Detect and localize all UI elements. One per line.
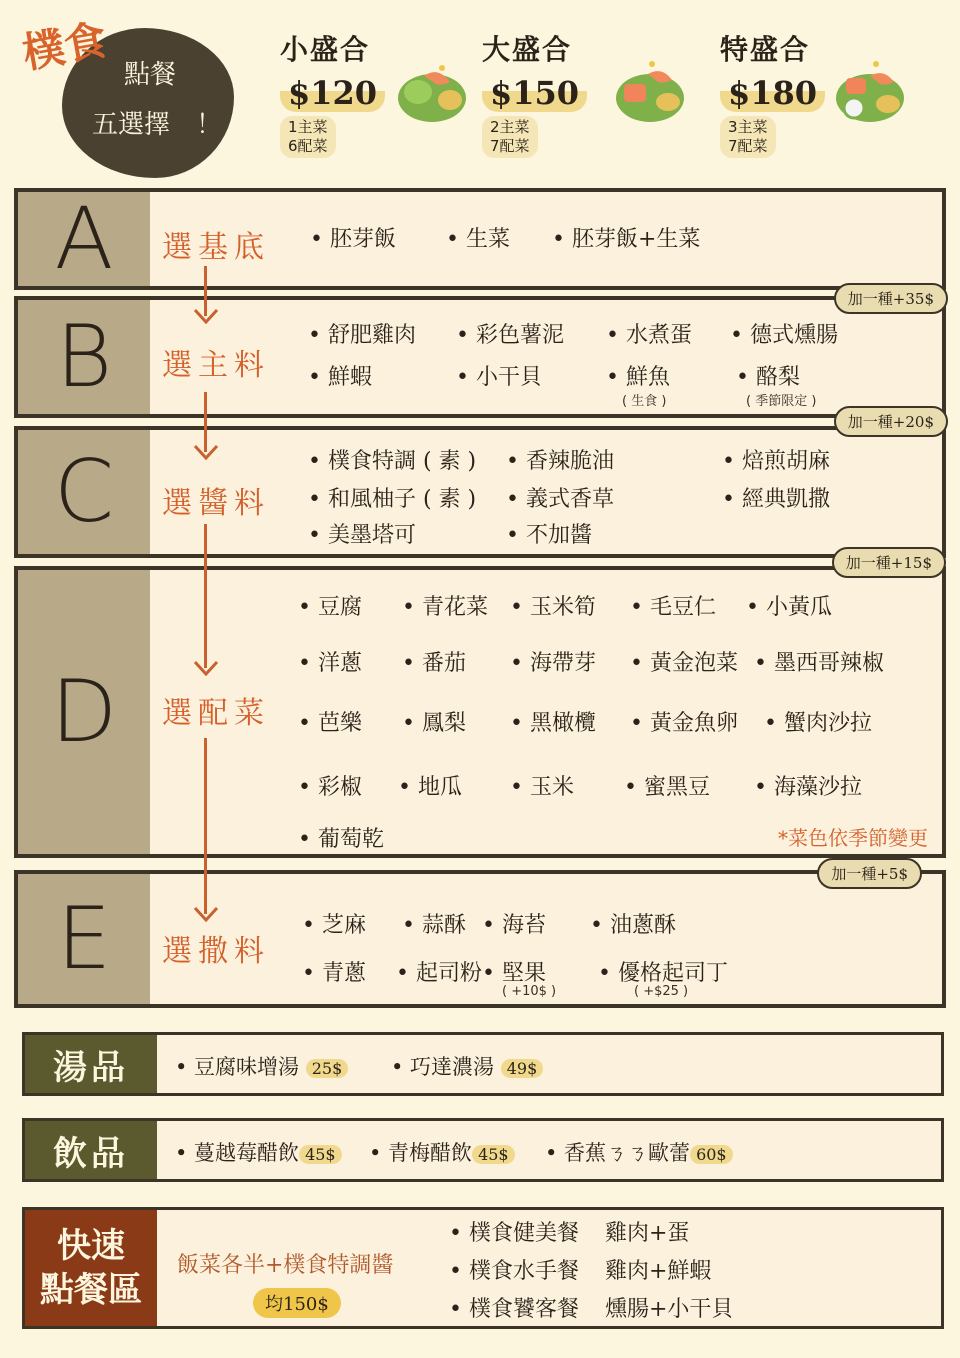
menu-option[interactable]: • 彩色薯泥 (456, 323, 564, 348)
drink-name: • 香蕉ㄋㄋ歐蕾 (545, 1141, 691, 1165)
quick-order-description: 飯菜各半+樸食特調醬 (177, 1253, 394, 1278)
quick-combo-item[interactable] (449, 1292, 733, 1323)
salad-bowl-icon (832, 58, 908, 124)
arrow-down-icon (193, 444, 219, 460)
menu-option[interactable]: • 堅果 (482, 961, 546, 986)
drink-item[interactable] (545, 1137, 733, 1167)
section-letter: E (18, 874, 150, 1004)
menu-option[interactable]: • 地瓜 (398, 775, 462, 800)
menu-option[interactable]: • 玉米筍 (510, 595, 596, 620)
menu-option[interactable]: • 青花菜 (402, 595, 488, 620)
menu-option[interactable]: • 芝麻 (302, 913, 366, 938)
menu-option[interactable]: • 不加醬 (506, 523, 592, 548)
brand-title: 樸食 (18, 15, 111, 78)
addon-price-badge: 加一種+15$ (832, 547, 946, 578)
menu-option[interactable]: • 青蔥 (302, 961, 366, 986)
menu-option[interactable]: • 毛豆仁 (630, 595, 716, 620)
menu-option[interactable]: • 番茄 (402, 651, 466, 676)
salad-bowl-icon (394, 58, 470, 124)
addon-price-badge: 加一種+35$ (834, 283, 948, 314)
menu-option[interactable]: • 黃金泡菜 (630, 651, 738, 676)
soup-bar (22, 1032, 944, 1096)
size-note-main: 1主菜 (288, 118, 328, 136)
menu-option[interactable]: • 起司粉 (396, 961, 482, 986)
size-price: $180 (720, 74, 825, 112)
brand-exclamation: ！ (196, 110, 223, 140)
combo-name: • 樸食健美餐 (449, 1221, 579, 1246)
section-letter: B (18, 300, 150, 414)
arrow-down-icon (193, 308, 219, 324)
menu-option[interactable]: • 洋蔥 (298, 651, 362, 676)
menu-option[interactable]: • 油蔥酥 (590, 913, 676, 938)
addon-price-badge: 加一種+5$ (817, 858, 922, 889)
menu-option[interactable]: • 胚芽飯+生菜 (552, 227, 701, 252)
menu-option[interactable]: • 樸食特調 ( 素 ) (308, 449, 477, 474)
item-note: ( +$25 ) (634, 984, 689, 999)
menu-option[interactable]: • 蟹肉沙拉 (764, 711, 872, 736)
menu-option[interactable]: • 生菜 (446, 227, 510, 252)
size-name: 小盛合 (280, 33, 371, 66)
menu-option[interactable]: • 焙煎胡麻 (722, 449, 830, 474)
section-label: 選配菜 (162, 696, 270, 731)
menu-option[interactable]: • 酪梨 (736, 365, 800, 390)
drink-name: • 青梅醋飲 (369, 1141, 473, 1165)
combo-content: 雞肉+鮮蝦 (604, 1259, 712, 1284)
section-letter: A (18, 192, 150, 286)
size-price: $150 (482, 74, 587, 112)
menu-option[interactable]: • 海帶芽 (510, 651, 596, 676)
soup-item[interactable] (391, 1051, 543, 1081)
menu-option[interactable]: • 小干貝 (456, 365, 542, 390)
arrow-down-icon (193, 660, 219, 676)
section-c-sauce (14, 426, 946, 558)
menu-option[interactable]: • 蒜酥 (402, 913, 466, 938)
quick-order-panel (22, 1207, 944, 1329)
soup-title: 湯品 (25, 1035, 157, 1093)
section-label: 選基底 (162, 230, 270, 265)
menu-option[interactable]: • 墨西哥辣椒 (754, 651, 884, 676)
size-option-large[interactable] (482, 28, 622, 158)
section-label: 選撒料 (162, 934, 270, 969)
section-d-sides (14, 566, 946, 858)
quick-order-price: 均150$ (253, 1288, 341, 1318)
menu-option[interactable]: • 水煮蛋 (606, 323, 692, 348)
combo-name: • 樸食水手餐 (449, 1259, 579, 1284)
arrow-down-icon (193, 906, 219, 922)
menu-option[interactable]: • 義式香草 (506, 487, 614, 512)
soup-name: • 豆腐味增湯 (175, 1055, 300, 1079)
soup-name: • 巧達濃湯 (391, 1055, 495, 1079)
size-name: 大盛合 (482, 33, 573, 66)
flow-arrow-line (204, 392, 207, 452)
quick-combo-item[interactable] (449, 1216, 689, 1247)
quick-order-title-line: 快速 (57, 1226, 125, 1266)
size-name: 特盛合 (720, 33, 811, 66)
section-e-topping (14, 870, 946, 1008)
menu-option[interactable]: • 鳳梨 (402, 711, 466, 736)
menu-option[interactable]: • 玉米 (510, 775, 574, 800)
menu-option[interactable]: • 海藻沙拉 (754, 775, 862, 800)
menu-option[interactable]: • 黃金魚卵 (630, 711, 738, 736)
salad-bowl-icon (612, 58, 688, 124)
drink-price: 45$ (472, 1145, 515, 1164)
size-note (482, 116, 538, 158)
menu-option[interactable]: • 胚芽飯 (310, 227, 396, 252)
item-note: ( 生食 ) (622, 394, 667, 409)
menu-option[interactable]: • 蜜黑豆 (624, 775, 710, 800)
section-letter: D (18, 570, 150, 854)
menu-option[interactable]: • 德式燻腸 (730, 323, 838, 348)
flow-arrow-line (204, 524, 207, 668)
size-note-main: 2主菜 (490, 118, 530, 136)
combo-name: • 樸食饕客餐 (449, 1297, 579, 1322)
drink-price: 60$ (690, 1145, 733, 1164)
drink-price: 45$ (299, 1145, 342, 1164)
brand-subtitle: 點餐 (124, 60, 177, 90)
menu-option[interactable]: • 豆腐 (298, 595, 362, 620)
item-note: ( +10$ ) (502, 984, 557, 999)
season-note: *菜色依季節變更 (778, 826, 928, 850)
flow-arrow-line (204, 738, 207, 914)
drinks-bar (22, 1118, 944, 1182)
soup-price: 25$ (306, 1059, 349, 1078)
size-note-side: 6配菜 (288, 137, 328, 155)
size-price: $120 (280, 74, 385, 112)
drinks-title: 飲品 (25, 1121, 157, 1179)
section-a-base (14, 188, 946, 290)
menu-option[interactable]: • 彩椒 (298, 775, 362, 800)
menu-option[interactable]: • 鮮蝦 (308, 365, 372, 390)
soup-price: 49$ (501, 1059, 544, 1078)
size-note (720, 116, 776, 158)
size-note-side: 7配菜 (728, 137, 768, 155)
brand-subtitle: 五選擇 (92, 110, 171, 140)
section-label: 選主料 (162, 348, 270, 383)
menu-option[interactable]: • 芭樂 (298, 711, 362, 736)
size-note-side: 7配菜 (490, 137, 530, 155)
menu-option[interactable]: • 葡萄乾 (298, 827, 384, 852)
section-b-protein (14, 296, 946, 418)
combo-content: 雞肉+蛋 (604, 1221, 690, 1246)
quick-order-title (25, 1210, 157, 1326)
menu-option[interactable]: • 美墨塔可 (308, 523, 416, 548)
drink-name: • 蔓越莓醋飲 (175, 1141, 300, 1165)
addon-price-badge: 加一種+20$ (834, 406, 948, 437)
drink-item[interactable] (175, 1137, 342, 1167)
section-letter: C (18, 430, 150, 554)
menu-option[interactable]: • 海苔 (482, 913, 546, 938)
soup-item[interactable] (175, 1051, 348, 1081)
quick-order-title-line: 點餐區 (40, 1270, 142, 1310)
menu-option[interactable]: • 經典凱撒 (722, 487, 830, 512)
combo-content: 燻腸+小干貝 (604, 1297, 734, 1322)
section-label: 選醬料 (162, 486, 270, 521)
menu-option[interactable]: • 小黃瓜 (746, 595, 832, 620)
item-note: ( 季節限定 ) (746, 394, 817, 409)
size-note (280, 116, 336, 158)
size-note-main: 3主菜 (728, 118, 768, 136)
menu-option[interactable]: • 鮮魚 (606, 365, 670, 390)
menu-option[interactable]: • 香辣脆油 (506, 449, 614, 474)
menu-option[interactable]: • 舒肥雞肉 (308, 323, 416, 348)
menu-option[interactable]: • 優格起司丁 (598, 961, 728, 986)
quick-combo-item[interactable] (449, 1254, 711, 1285)
menu-option[interactable]: • 黑橄欖 (510, 711, 596, 736)
drink-item[interactable] (369, 1137, 515, 1167)
menu-option[interactable]: • 和風柚子 ( 素 ) (308, 487, 477, 512)
